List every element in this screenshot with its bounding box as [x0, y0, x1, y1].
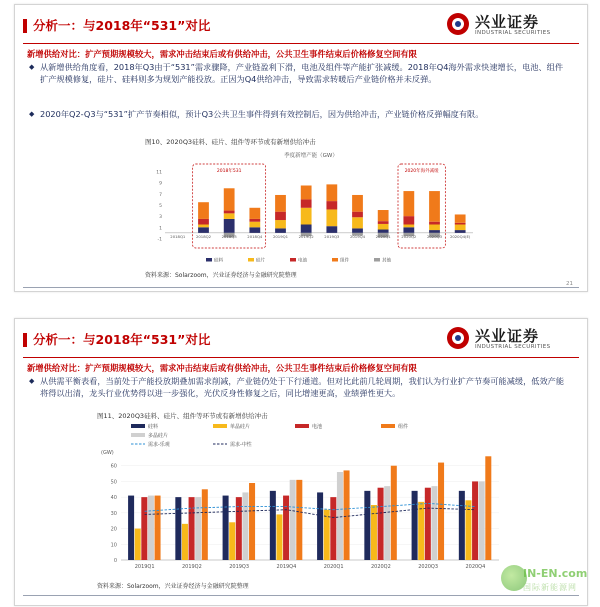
bar-segment	[378, 224, 389, 230]
bar	[330, 497, 336, 560]
legend-swatch	[131, 424, 145, 428]
brand-name-en: INDUSTRIAL SECURITIES	[475, 344, 551, 350]
bar-segment	[326, 209, 337, 226]
y-tick-label: 11	[156, 170, 162, 176]
legend-label: 其他	[382, 258, 391, 264]
slide-subhead: 新增供给对比：扩产预期规模较大，需求冲击结束后或有供给冲击，公共卫生事件结束后价格修复空间有限	[27, 363, 417, 373]
header-divider	[23, 43, 579, 44]
legend-swatch	[374, 258, 380, 262]
y-tick-label: 5	[159, 204, 162, 209]
bar-segment	[224, 219, 235, 233]
header-divider	[23, 357, 579, 358]
bar-segment	[352, 228, 363, 232]
legend-label: 组件	[398, 424, 409, 431]
watermark-name: 国际新能源网	[523, 583, 577, 592]
legend-label: 电池	[312, 424, 323, 431]
slide-header	[15, 319, 587, 357]
bar	[364, 491, 370, 560]
bar-segment	[301, 186, 312, 200]
x-tick-label: 2019Q3	[229, 564, 250, 570]
bar	[378, 488, 384, 560]
bar-segment	[429, 191, 440, 222]
x-tick-label: 2019Q4	[276, 564, 297, 570]
bar	[290, 480, 296, 560]
bar-segment	[224, 188, 235, 210]
bar	[438, 463, 444, 560]
brand-logo-icon	[447, 13, 469, 35]
bar-segment	[403, 191, 414, 216]
y-tick-label: 30	[110, 510, 117, 517]
x-tick-label: 2019Q2	[298, 233, 314, 239]
y-tick-label: 40	[110, 495, 117, 502]
x-tick-label: 2018Q1	[170, 233, 186, 239]
footer-divider	[23, 595, 579, 596]
bar-segment	[224, 213, 235, 219]
bar	[175, 497, 181, 560]
bar-segment	[326, 201, 337, 209]
chart-quarterly-capacity	[143, 146, 479, 268]
legend-label: 多晶硅片	[148, 433, 169, 440]
bar	[324, 510, 330, 560]
bar	[141, 497, 147, 560]
bar-segment	[275, 195, 286, 212]
title-marker	[23, 333, 27, 347]
annotation-label: 2018年531	[216, 169, 242, 174]
bar-segment	[198, 202, 209, 219]
bar	[249, 483, 255, 560]
bar	[412, 491, 418, 560]
x-tick-label: 2020Q1	[323, 564, 344, 570]
bar	[296, 480, 302, 560]
legend-label: 硅料	[214, 258, 223, 264]
bar-segment	[249, 227, 260, 233]
y-tick-label: 0	[113, 558, 117, 564]
bar-segment	[198, 219, 209, 225]
x-tick-label: 2018Q2	[195, 233, 212, 239]
legend-label: 硅片	[256, 258, 265, 264]
slide-2	[14, 318, 588, 606]
bullet-text: 从新增供给角度看，2018年Q3由于“531”需求骤降，产业链盈利下滑，电池及组件等产能扩张减缓。2018年Q4海外需求快速增长，电池、组件扩产规模修复，硅片、硅料则多为规划产能投放。正因为Q4供给冲击，导致需求转暖后产业链价格并未反弹。	[40, 62, 564, 84]
x-tick-label: 2020Q1	[375, 233, 391, 239]
bar-segment	[301, 225, 312, 233]
brand-name: 兴业证券	[475, 327, 540, 345]
source-note: 资料来源：Solarzoom，兴业证券经济与金融研究院整理	[97, 583, 249, 590]
bar	[189, 497, 195, 560]
legend-swatch	[295, 424, 309, 428]
bullet-diamond-icon: ◆	[29, 110, 35, 118]
watermark-domain: IN-EN.com	[523, 567, 588, 580]
legend-label: 需求-乐观	[148, 442, 170, 449]
y-tick-label: 50	[110, 479, 117, 486]
bar	[459, 491, 465, 560]
source-note: 资料来源：Solarzoom，兴业证券经济与金融研究院整理	[145, 272, 297, 279]
bar-segment	[352, 195, 363, 212]
bar-segment	[429, 230, 440, 233]
bar	[148, 496, 154, 560]
bullet-diamond-icon: ◆	[29, 377, 35, 385]
x-tick-label: 2020Q3	[426, 233, 443, 239]
slide-title: 分析一：与2018年“531”对比	[33, 18, 211, 33]
bar	[135, 529, 141, 560]
bar-segment	[198, 227, 209, 233]
bar-segment	[249, 208, 260, 219]
bar	[337, 472, 343, 560]
brand-name: 兴业证券	[475, 13, 540, 31]
legend-label: 单晶硅片	[230, 424, 251, 431]
x-tick-label: 2018Q3	[221, 233, 237, 239]
x-tick-label: 2020Q2	[370, 564, 391, 570]
bar	[384, 486, 390, 560]
bar-segment	[301, 208, 312, 225]
bar-segment	[275, 228, 286, 232]
y-tick-label: 7	[159, 192, 162, 198]
bar-segment	[326, 226, 337, 233]
bar-segment	[455, 230, 466, 233]
bar-segment	[198, 225, 209, 228]
figure-label: 图11、2020Q3硅料、硅片、组件等环节或有新增供给冲击	[97, 412, 268, 420]
x-tick-label: 2020Q2	[401, 233, 417, 239]
bullet-diamond-icon: ◆	[29, 63, 35, 71]
bar	[229, 522, 235, 560]
bullet-text: 2020年Q2-Q3与“531”扩产节奏相似，预计Q3公共卫生事件得到有效控制后，因为供给冲击，产业链价格反弹幅度有限。	[40, 109, 484, 119]
bar-segment	[275, 212, 286, 220]
legend-label: 组件	[340, 258, 349, 264]
bar	[270, 491, 276, 560]
y-tick-label: 3	[159, 215, 162, 221]
bullet-point	[29, 62, 569, 85]
legend-swatch	[381, 424, 395, 428]
bar-segment	[378, 221, 389, 224]
bar-segment	[326, 184, 337, 201]
y-tick-label: 9	[159, 181, 162, 187]
bar	[317, 492, 323, 560]
x-tick-label: 2019Q1	[272, 233, 289, 239]
bar	[202, 489, 208, 560]
legend-label: 需求-中性	[230, 442, 252, 449]
slide-header	[15, 5, 587, 43]
bar	[276, 514, 282, 560]
legend-swatch	[213, 424, 227, 428]
bar	[182, 524, 188, 560]
x-tick-label: 2019Q3	[324, 233, 340, 239]
bar-segment	[403, 225, 414, 228]
x-tick-label: 2020Q3	[418, 564, 439, 570]
bullet-text: 从供需平衡表看，当前处于产能投放期叠加需求削减，产业链仍处于下行通道。但对比此前几轮周期，我们认为行业扩产节奏可能减缓，低效产能将得以出清，龙头行业优势得以进一步强化，光伏反身性修复之后，同比增速更高，业绩弹性更大。	[40, 376, 565, 398]
bar-segment	[455, 214, 466, 222]
bar-segment	[429, 222, 440, 225]
legend-swatch	[248, 258, 254, 262]
bar	[128, 496, 134, 560]
bar-segment	[378, 230, 389, 233]
bar	[425, 488, 431, 560]
bar-segment	[301, 199, 312, 207]
bar-segment	[249, 219, 260, 222]
slide-title: 分析一：与2018年“531”对比	[33, 332, 211, 347]
bar-segment	[249, 222, 260, 228]
legend-swatch	[332, 258, 338, 262]
bar-segment	[403, 227, 414, 233]
bar-segment	[378, 210, 389, 221]
y-axis-label: (GW)	[101, 450, 114, 456]
bar-segment	[352, 212, 363, 218]
bar	[431, 486, 437, 560]
bar	[479, 481, 485, 560]
bar-segment	[403, 216, 414, 224]
legend-swatch	[290, 258, 296, 262]
bar	[485, 456, 491, 560]
brand-logo	[447, 325, 577, 355]
y-tick-label: 20	[110, 526, 117, 533]
chart-title: 季度新增产能（GW）	[284, 153, 338, 159]
slide-1	[14, 4, 588, 292]
title-marker	[23, 19, 27, 33]
legend-swatch	[206, 258, 212, 262]
y-tick-label: 1	[159, 226, 162, 232]
legend-swatch	[131, 433, 145, 437]
page-number: 21	[566, 281, 573, 287]
legend-label: 电池	[298, 258, 307, 264]
x-tick-label: 2019Q1	[134, 564, 155, 570]
bar	[418, 502, 424, 560]
bar	[472, 481, 478, 560]
brand-name-en: INDUSTRIAL SECURITIES	[475, 30, 551, 36]
x-tick-label: 2018Q4	[247, 233, 263, 239]
brand-logo	[447, 11, 577, 41]
bar	[283, 496, 289, 560]
x-tick-label: 2019Q2	[181, 564, 202, 570]
annotation-label: 2020年海外减缓	[404, 169, 439, 174]
bullet-point	[29, 109, 569, 121]
figure-label: 图10、2020Q3硅料、硅片、组件等环节或有新增供给冲击	[145, 138, 316, 146]
y-tick-label: 10	[110, 542, 117, 549]
x-tick-label: 2019Q4	[349, 233, 366, 239]
x-tick-label: 2020Q4	[465, 564, 486, 570]
bar	[223, 496, 229, 560]
bar-segment	[224, 211, 235, 214]
y-tick-label: -1	[157, 237, 162, 243]
bullet-point	[29, 376, 569, 399]
footer-divider	[23, 287, 579, 288]
watermark	[501, 565, 588, 599]
x-tick-label: 2020Q4(E)	[449, 233, 471, 239]
bar	[195, 497, 201, 560]
bar-segment	[275, 220, 286, 228]
y-tick-label: 60	[110, 463, 117, 470]
bar	[155, 496, 161, 560]
bar	[344, 470, 350, 560]
brand-logo-icon	[447, 327, 469, 349]
bar	[391, 466, 397, 560]
chart-supply-demand	[95, 420, 507, 578]
bar-segment	[429, 225, 440, 231]
bar-segment	[455, 223, 466, 225]
bar	[242, 492, 248, 560]
slide-subhead: 新增供给对比：扩产预期规模较大，需求冲击结束后或有供给冲击，公共卫生事件结束后价格修复空间有限	[27, 49, 417, 59]
bar-segment	[455, 225, 466, 231]
legend-label: 硅料	[148, 424, 159, 431]
bar-segment	[352, 217, 363, 228]
